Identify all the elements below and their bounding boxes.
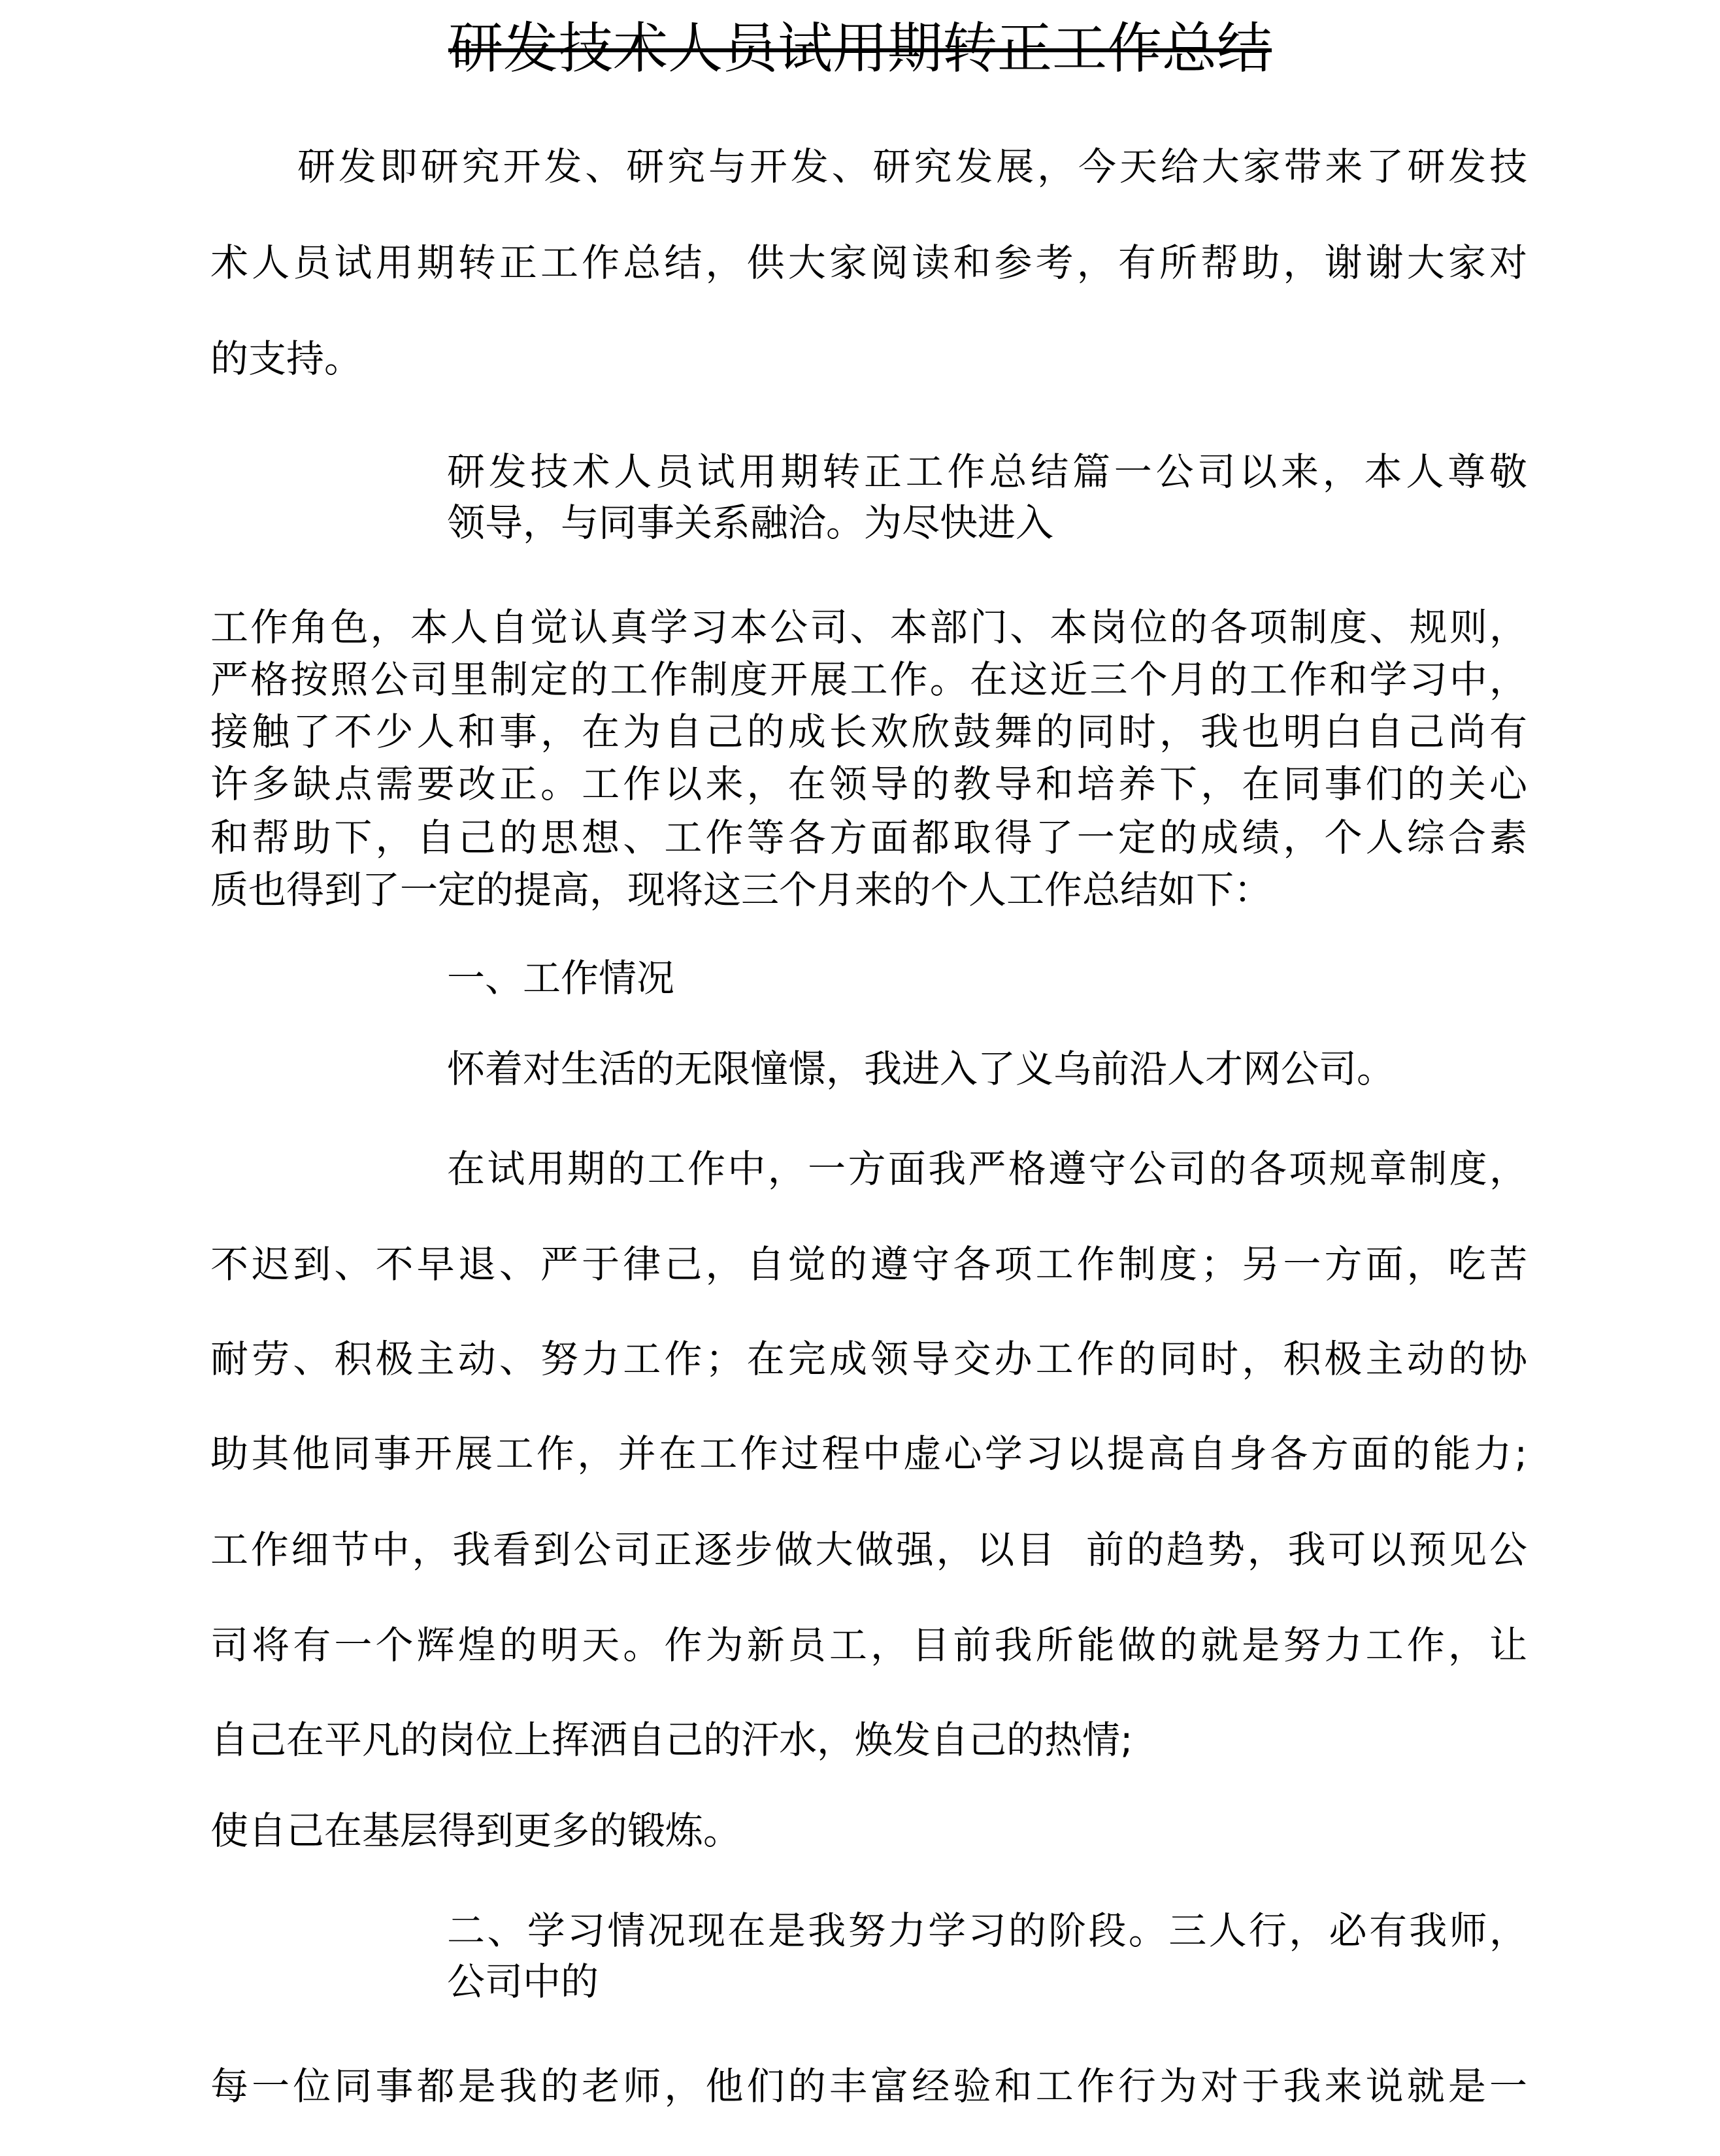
intro-line: 的支持。 <box>210 336 363 381</box>
paragraph-line: 和帮助下，自己的思想、工作等各方面都取得了一定的成绩，个人综合素 <box>210 815 1527 860</box>
paragraph-line: 怀着对生活的无限憧憬，我进入了义乌前沿人才网公司。 <box>447 1047 1395 1091</box>
paragraph-line: 质也得到了一定的提高，现将这三个月来的个人工作总结如下： <box>210 868 1272 912</box>
paragraph-line: 工作角色，本人自觉认真学习本公司、本部门、本岗位的各项制度、规则， <box>210 605 1527 649</box>
paragraph-line: 在试用期的工作中，一方面我严格遵守公司的各项规章制度， <box>447 1147 1527 1191</box>
section-heading-line: 公司中的 <box>447 1959 599 2004</box>
intro-line: 术人员试用期转正工作总结，供大家阅读和参考，有所帮助，谢谢大家对 <box>210 240 1527 285</box>
paragraph-line: 耐劳、积极主动、努力工作；在完成领导交办工作的同时，积极主动的协 <box>210 1337 1527 1381</box>
paragraph-line: 使自己在基层得到更多的锻炼。 <box>210 1808 742 1853</box>
paragraph-line: 严格按照公司里制定的工作制度开展工作。在这近三个月的工作和学习中， <box>210 657 1527 702</box>
paragraph-line: 不迟到、不早退、严于律己，自觉的遵守各项工作制度；另一方面，吃苦 <box>210 1242 1527 1286</box>
paragraph-line: 工作细节中，我看到公司正逐步做大做强，以目 前的趋势，我可以预见公 <box>210 1527 1527 1572</box>
paragraph-line: 自己在平凡的岗位上挥洒自己的汗水，焕发自己的热情; <box>210 1718 1133 1762</box>
paragraph-line: 司将有一个辉煌的明天。作为新员工，目前我所能做的就是努力工作，让 <box>210 1623 1527 1667</box>
paragraph-line: 每一位同事都是我的老师，他们的丰富经验和工作行为对于我来说就是一 <box>210 2064 1527 2108</box>
document-title: 研发技术人员试用期转正工作总结 <box>448 16 1272 80</box>
paragraph-line: 接触了不少人和事，在为自己的成长欢欣鼓舞的同时，我也明白自己尚有 <box>210 710 1527 754</box>
article-heading-line: 领导，与同事关系融洽。为尽快进入 <box>447 500 1054 545</box>
section-heading-line: 二、学习情况现在是我努力学习的阶段。三人行，必有我师， <box>447 1908 1527 1953</box>
paragraph-line: 助其他同事开展工作，并在工作过程中虚心学习以提高自身各方面的能力; <box>210 1431 1527 1476</box>
section-heading: 一、工作情况 <box>447 956 675 1000</box>
article-heading-line: 研发技术人员试用期转正工作总结篇一公司以来，本人尊敬 <box>447 449 1527 494</box>
intro-line: 研发即研究开发、研究与开发、研究发展，今天给大家带来了研发技 <box>297 144 1527 189</box>
paragraph-line: 许多缺点需要改正。工作以来，在领导的教导和培养下，在同事们的关心 <box>210 762 1527 806</box>
